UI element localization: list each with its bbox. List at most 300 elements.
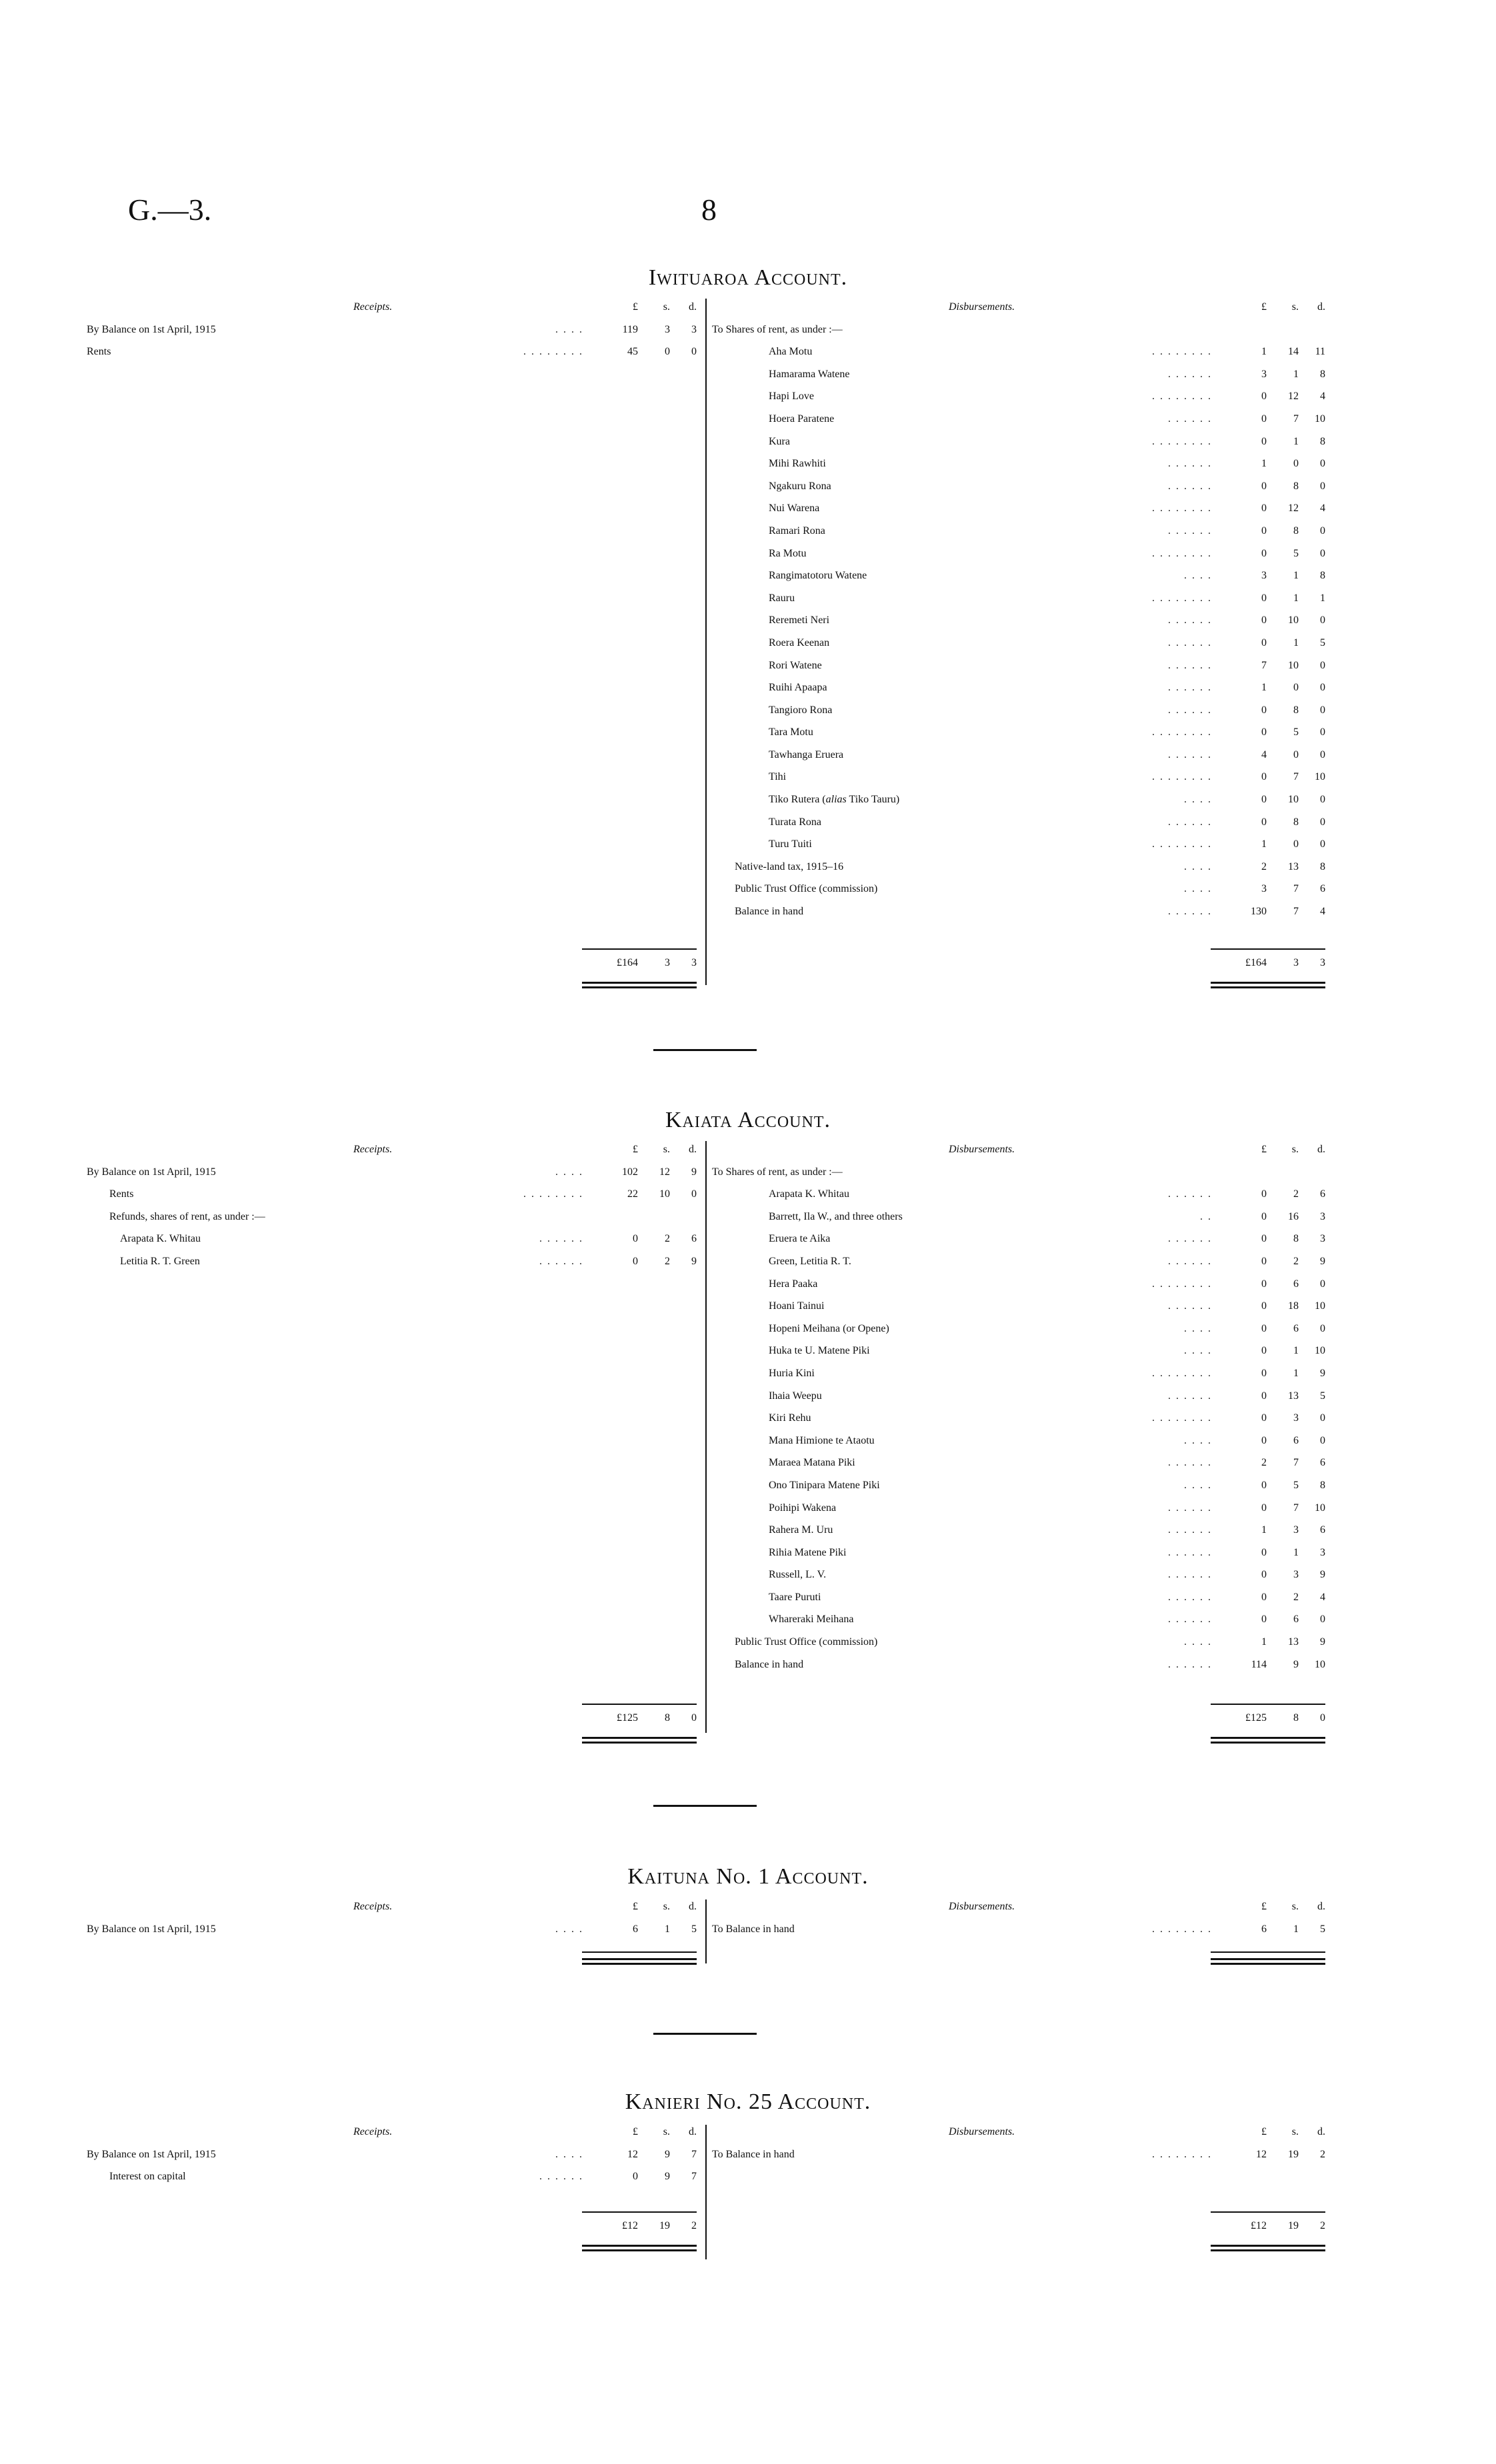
leader-dots: . . . . . .	[1168, 1300, 1212, 1312]
disbursement-amount-pounds: 0	[1261, 636, 1267, 648]
alias-word: alias	[825, 794, 847, 806]
disbursement-amount-pence: 9	[1320, 1367, 1325, 1379]
disbursement-row	[712, 346, 1325, 369]
leader-dots: . . . . . . . .	[1152, 1923, 1212, 1935]
disbursement-label: Aha Motu	[769, 346, 813, 358]
disbursement-row	[712, 1345, 1325, 1368]
disbursement-amount-shillings: 2	[1293, 1591, 1299, 1603]
disbursement-label: Rihia Matene Piki	[769, 1546, 847, 1558]
disbursement-label: Rahera M. Uru	[769, 1524, 833, 1536]
disbursement-label: Hera Paaka	[769, 1278, 818, 1290]
receipt-amount-shillings: 9	[665, 2171, 670, 2183]
receipt-amount-shillings: 9	[665, 2148, 670, 2160]
disbursement-amount-shillings: 7	[1293, 1457, 1299, 1469]
disbursement-amount-pence: 0	[1320, 748, 1325, 760]
leader-dots: . . . . . . . .	[1152, 547, 1212, 559]
disbursement-amount	[1225, 615, 1325, 626]
receipts-total-shillings: 8	[665, 1712, 670, 1724]
disbursements-total-shillings: 3	[1293, 957, 1299, 968]
disbursement-label: Balance in hand	[735, 906, 804, 918]
disbursement-amount	[1225, 369, 1325, 381]
disbursement-row	[712, 838, 1325, 861]
disbursement-amount-pounds: 0	[1261, 525, 1267, 537]
receipt-amount-pounds: 22	[627, 1188, 638, 1200]
disbursement-label: Turata Rona	[769, 816, 821, 828]
receipts-total	[582, 948, 697, 988]
disbursement-amount	[1225, 570, 1325, 582]
disbursement-label: Arapata K. Whitau	[769, 1188, 849, 1200]
receipt-label: Refunds, shares of rent, as under :—	[109, 1210, 265, 1222]
receipt-amount-pounds: 0	[633, 1233, 638, 1245]
disbursement-amount-shillings: 7	[1293, 883, 1299, 895]
leader-dots: . . . . . .	[1168, 458, 1212, 470]
disbursement-label: Public Trust Office (commission)	[735, 883, 878, 895]
disbursement-label: To Shares of rent, as under :—	[712, 323, 843, 335]
leader-dots: . . . . . .	[1168, 1188, 1212, 1200]
receipt-amount-pence: 9	[691, 1255, 697, 1267]
disbursement-label: Kiri Rehu	[769, 1412, 811, 1424]
total-double-rule	[582, 2245, 697, 2251]
disbursements-header	[712, 1144, 1325, 1166]
receipt-amount	[597, 2171, 697, 2183]
receipts-caption: Receipts.	[353, 1901, 393, 1912]
disbursement-amount-pence: 0	[1320, 480, 1325, 492]
disbursement-amount-pence: 0	[1320, 1614, 1325, 1626]
disbursement-label: Ngakuru Rona	[769, 480, 831, 492]
disbursement-amount-pounds: 1	[1261, 458, 1267, 470]
receipt-amount-pence: 7	[691, 2171, 697, 2183]
receipt-amount-pounds: 12	[627, 2148, 638, 2160]
receipt-label: Letitia R. T. Green	[120, 1255, 200, 1267]
leader-dots: . . . . . .	[1168, 615, 1212, 626]
disbursement-row	[712, 570, 1325, 593]
disbursement-amount	[1225, 861, 1325, 873]
disbursement-label: To Balance in hand	[712, 2148, 795, 2160]
leader-dots: . . . . . .	[1168, 906, 1212, 918]
disbursement-label: Balance in hand	[735, 1658, 804, 1670]
disbursement-amount	[1225, 1368, 1325, 1380]
disbursement-amount-pounds: 0	[1261, 1278, 1267, 1290]
page-number: 8	[701, 193, 717, 227]
disbursement-row	[712, 749, 1325, 772]
disbursement-amount-pounds: 0	[1261, 615, 1267, 626]
disbursement-label: Rangimatotoru Watene	[769, 570, 867, 582]
column-divider	[705, 1899, 707, 1963]
disbursement-amount	[1225, 1480, 1325, 1492]
receipt-amount-pence: 0	[691, 346, 697, 358]
disbursement-row	[712, 816, 1325, 839]
receipts-total-value	[582, 950, 697, 976]
disbursement-label: Huka te U. Matene Piki	[769, 1345, 870, 1357]
disbursement-amount-shillings: 1	[1293, 592, 1299, 604]
disbursement-amount	[1225, 1457, 1325, 1469]
disbursement-amount-pounds: 0	[1261, 1479, 1267, 1491]
currency-headings	[597, 301, 697, 313]
receipt-amount	[597, 1188, 697, 1200]
disbursement-amount-shillings: 5	[1293, 1479, 1299, 1491]
heading-shillings: s.	[1291, 301, 1299, 313]
disbursement-amount-pounds: 6	[1261, 1923, 1267, 1935]
disbursement-amount	[1225, 682, 1325, 694]
disbursement-amount-pounds: 0	[1261, 1412, 1267, 1424]
disbursement-amount-pence: 0	[1320, 1278, 1325, 1290]
disbursement-label: Hopeni Meihana (or Opene)	[769, 1322, 889, 1334]
total-double-rule	[1211, 1958, 1325, 1965]
receipt-amount	[597, 346, 697, 358]
receipts-total-pounds: £12	[622, 2220, 638, 2231]
disbursement-amount-shillings: 8	[1293, 1233, 1299, 1245]
leader-dots: . . . . . . . .	[1152, 726, 1212, 738]
leader-dots: . . . . . .	[1168, 480, 1212, 492]
disbursement-amount-shillings: 7	[1293, 1502, 1299, 1514]
disbursement-amount-pence: 0	[1320, 1412, 1325, 1424]
total-double-rule	[582, 982, 697, 988]
leader-dots: . . . . . . . .	[1152, 435, 1212, 447]
currency-headings	[597, 2126, 697, 2138]
receipt-amount-shillings: 2	[665, 1255, 670, 1267]
leader-dots: . . . .	[1184, 570, 1212, 582]
disbursement-amount-pounds: 0	[1261, 1390, 1267, 1402]
disbursement-amount-pounds: 0	[1261, 794, 1267, 806]
disbursement-amount-shillings: 16	[1288, 1210, 1299, 1222]
disbursement-amount-pounds: 0	[1261, 1434, 1267, 1446]
total-rule	[1211, 1951, 1325, 1953]
disbursement-row	[712, 1278, 1325, 1301]
disbursements-header	[712, 2126, 1325, 2149]
disbursement-row	[712, 436, 1325, 459]
disbursements-caption: Disbursements.	[949, 301, 1015, 313]
receipts-total-pounds: £164	[617, 957, 638, 968]
disbursement-row	[712, 1923, 1325, 1946]
heading-pounds: £	[633, 1901, 638, 1912]
disbursement-row	[712, 883, 1325, 906]
leader-dots: . . . . . .	[1168, 1614, 1212, 1626]
leader-dots: . . . . . . . .	[1152, 1367, 1212, 1379]
disbursements-column	[712, 1901, 1325, 1945]
leader-dots: . . . .	[555, 1166, 583, 1178]
disbursement-amount	[1225, 660, 1325, 672]
heading-pounds: £	[1261, 2126, 1267, 2137]
leader-dots: . . . . . . . .	[1152, 1412, 1212, 1424]
leader-dots: . . . . . .	[1168, 1457, 1212, 1469]
receipt-label: Rents	[87, 346, 111, 358]
disbursement-amount-pence: 5	[1320, 1390, 1325, 1402]
disbursements-caption: Disbursements.	[949, 1144, 1015, 1155]
leader-dots: . . . . . . . .	[1152, 592, 1212, 604]
disbursement-amount-pounds: 0	[1261, 1233, 1267, 1245]
disbursement-amount-shillings: 10	[1288, 794, 1299, 806]
receipt-amount-shillings: 3	[665, 323, 670, 335]
leader-dots: . . . . . . . .	[523, 346, 583, 358]
disbursement-row	[712, 324, 1325, 347]
disbursement-amount	[1225, 1233, 1325, 1245]
receipt-amount-pounds: 0	[633, 1255, 638, 1267]
disbursement-amount	[1225, 704, 1325, 716]
disbursement-amount	[1225, 1412, 1325, 1424]
disbursement-amount	[1225, 481, 1325, 493]
disbursement-amount-pence: 10	[1315, 1300, 1325, 1312]
disbursement-amount-shillings: 5	[1293, 726, 1299, 738]
disbursement-amount	[1225, 1278, 1325, 1290]
disbursement-amount-pence: 8	[1320, 368, 1325, 380]
leader-dots: . . . . . .	[539, 1255, 583, 1267]
disbursement-label: Turu Tuiti	[769, 838, 812, 850]
disbursement-amount-pence: 6	[1320, 1457, 1325, 1469]
disbursement-amount-pence: 0	[1320, 838, 1325, 850]
disbursement-row	[712, 704, 1325, 727]
disbursements-total-value	[1211, 2213, 1325, 2239]
disbursement-amount-shillings: 8	[1293, 525, 1299, 537]
disbursement-amount	[1225, 1659, 1325, 1671]
disbursement-amount-pence: 0	[1320, 659, 1325, 671]
disbursement-amount-pounds: 0	[1261, 1255, 1267, 1267]
disbursement-amount-pence: 0	[1320, 704, 1325, 716]
leader-dots: . . . .	[1184, 794, 1212, 806]
disbursement-amount	[1225, 1636, 1325, 1648]
heading-pence: d.	[1317, 301, 1325, 313]
disbursement-amount-shillings: 1	[1293, 570, 1299, 582]
disbursement-amount	[1225, 906, 1325, 918]
receipt-label: Rents	[109, 1188, 134, 1200]
disbursement-amount	[1225, 816, 1325, 828]
column-divider	[705, 299, 707, 985]
disbursement-label: Russell, L. V.	[769, 1569, 827, 1581]
disbursement-label: Eruera te Aika	[769, 1233, 831, 1245]
disbursement-amount-shillings: 7	[1293, 413, 1299, 425]
disbursements-total	[1211, 948, 1325, 988]
disbursement-amount-pounds: 0	[1261, 1322, 1267, 1334]
disbursement-label: Tangioro Rona	[769, 704, 833, 716]
receipt-amount-shillings: 10	[659, 1188, 670, 1200]
section-separator	[653, 1805, 757, 1807]
disbursement-amount-shillings: 1	[1293, 636, 1299, 648]
disbursement-amount	[1225, 593, 1325, 605]
disbursement-amount-pence: 0	[1320, 525, 1325, 537]
disbursement-amount-pence: 0	[1320, 1322, 1325, 1334]
section-separator	[653, 2033, 757, 2035]
disbursement-label: Tihi	[769, 771, 787, 783]
disbursement-amount-pounds: 0	[1261, 391, 1267, 403]
disbursements-total-value	[1211, 1705, 1325, 1732]
disbursement-label: Tara Motu	[769, 726, 813, 738]
disbursement-row	[712, 1569, 1325, 1592]
receipts-total	[582, 2211, 697, 2251]
disbursement-amount-pounds: 0	[1261, 480, 1267, 492]
leader-dots: . . . . . .	[1168, 748, 1212, 760]
receipt-row	[87, 1188, 697, 1211]
disbursement-amount-pence: 0	[1320, 682, 1325, 694]
receipt-label: By Balance on 1st April, 1915	[87, 1166, 216, 1178]
disbursement-label: Maraea Matana Piki	[769, 1457, 855, 1469]
disbursement-amount-pence: 10	[1315, 771, 1325, 783]
disbursement-amount-pence: 0	[1320, 794, 1325, 806]
currency-headings	[597, 1144, 697, 1156]
receipt-label: Interest on capital	[109, 2171, 186, 2183]
disbursement-amount-pence: 9	[1320, 1569, 1325, 1581]
disbursement-amount-shillings: 0	[1293, 838, 1299, 850]
disbursement-amount-pence: 4	[1320, 503, 1325, 515]
disbursement-amount-pounds: 1	[1261, 682, 1267, 694]
heading-pounds: £	[1261, 301, 1267, 313]
disbursement-amount-pence: 1	[1320, 592, 1325, 604]
receipts-column	[87, 2126, 697, 2193]
receipt-amount-pounds: 119	[622, 323, 638, 335]
disbursement-row	[712, 771, 1325, 794]
disbursement-amount	[1225, 525, 1325, 537]
receipt-amount-pence: 6	[691, 1233, 697, 1245]
disbursement-label: Hoera Paratene	[769, 413, 835, 425]
disbursement-amount-pounds: 3	[1261, 883, 1267, 895]
disbursement-amount-pounds: 0	[1261, 1345, 1267, 1357]
disbursement-amount	[1225, 883, 1325, 895]
disbursement-amount-pounds: 0	[1261, 1188, 1267, 1200]
disbursement-row	[712, 1323, 1325, 1346]
leader-dots: . . . . . . . .	[1152, 771, 1212, 783]
disbursement-amount	[1225, 637, 1325, 649]
receipts-total-pence: 3	[691, 957, 697, 968]
disbursement-label: Taare Puruti	[769, 1591, 821, 1603]
disbursement-label: Roera Keenan	[769, 636, 830, 648]
disbursement-row	[712, 1211, 1325, 1234]
disbursement-row	[712, 525, 1325, 548]
disbursement-row	[712, 369, 1325, 391]
heading-pence: d.	[689, 1901, 697, 1912]
receipts-header	[87, 2126, 697, 2149]
disbursement-amount-shillings: 14	[1288, 346, 1299, 358]
disbursement-amount-shillings: 13	[1288, 1636, 1299, 1648]
receipts-caption: Receipts.	[353, 2126, 393, 2137]
receipt-label: Arapata K. Whitau	[120, 1233, 201, 1245]
disbursement-amount-pence: 3	[1320, 1233, 1325, 1245]
disbursement-label: To Balance in hand	[712, 1923, 795, 1935]
disbursements-column	[712, 301, 1325, 928]
disbursement-amount-pounds: 0	[1261, 503, 1267, 515]
disbursement-label: To Shares of rent, as under :—	[712, 1166, 843, 1178]
heading-pence: d.	[1317, 2126, 1325, 2137]
disbursement-amount-pence: 0	[1320, 726, 1325, 738]
disbursements-total-shillings: 19	[1288, 2220, 1299, 2231]
heading-pounds: £	[633, 301, 638, 313]
disbursement-row	[712, 726, 1325, 749]
disbursement-amount-shillings: 2	[1293, 1188, 1299, 1200]
disbursement-amount	[1225, 1547, 1325, 1559]
disbursement-amount-shillings: 0	[1293, 682, 1299, 694]
disbursement-amount	[1225, 771, 1325, 783]
receipts-total-pence: 2	[691, 2220, 697, 2231]
disbursement-amount-pence: 0	[1320, 547, 1325, 559]
disbursement-label: Tiko Rutera (alias Tiko Tauru)	[769, 794, 900, 806]
heading-shillings: s.	[663, 1144, 670, 1155]
leader-dots: . . . . . .	[1168, 816, 1212, 828]
disbursement-amount	[1225, 1614, 1325, 1626]
leader-dots: . . . . . .	[1168, 1569, 1212, 1581]
receipts-total-value	[582, 1705, 697, 1732]
disbursement-row	[712, 391, 1325, 413]
disbursement-amount-shillings: 0	[1293, 748, 1299, 760]
disbursement-label: Green, Letitia R. T.	[769, 1255, 851, 1267]
disbursement-amount-pence: 10	[1315, 1658, 1325, 1670]
disbursement-amount	[1225, 413, 1325, 425]
disbursement-label: Whareraki Meihana	[769, 1614, 854, 1626]
receipts-column	[87, 301, 697, 369]
receipt-row	[87, 2149, 697, 2171]
disbursement-amount	[1225, 436, 1325, 448]
disbursement-label: Hamarama Watene	[769, 368, 850, 380]
disbursement-amount-shillings: 10	[1288, 659, 1299, 671]
leader-dots: . . . .	[1184, 1636, 1212, 1648]
disbursement-amount-shillings: 3	[1293, 1412, 1299, 1424]
disbursement-amount	[1225, 548, 1325, 560]
disbursement-amount-shillings: 8	[1293, 480, 1299, 492]
disbursement-label: Barrett, Ila W., and three others	[769, 1210, 903, 1222]
receipt-row	[87, 1923, 697, 1946]
disbursement-amount-pounds: 0	[1261, 726, 1267, 738]
disbursement-amount-pence: 3	[1320, 1546, 1325, 1558]
heading-shillings: s.	[663, 2126, 670, 2137]
receipts-total-pence: 0	[691, 1712, 697, 1724]
disbursement-amount	[1225, 1211, 1325, 1223]
heading-shillings: s.	[663, 1901, 670, 1912]
leader-dots: . . . . . . . .	[1152, 503, 1212, 515]
receipts-header	[87, 301, 697, 324]
disbursement-amount-pounds: 0	[1261, 771, 1267, 783]
disbursement-amount-pounds: 1	[1261, 1524, 1267, 1536]
leader-dots: . . . .	[1184, 860, 1212, 872]
currency-headings	[1225, 301, 1325, 313]
disbursement-label: Mihi Rawhiti	[769, 458, 826, 470]
disbursement-amount-shillings: 19	[1288, 2148, 1299, 2160]
disbursement-label: Ra Motu	[769, 547, 807, 559]
disbursement-amount-pounds: 3	[1261, 570, 1267, 582]
disbursement-amount	[1225, 1300, 1325, 1312]
leader-dots: . . . . . .	[539, 2171, 583, 2183]
leader-dots: . . . . . . . .	[1152, 391, 1212, 403]
disbursement-amount	[1225, 838, 1325, 850]
disbursement-row	[712, 794, 1325, 816]
disbursements-total-pence: 2	[1320, 2220, 1325, 2231]
disbursement-label: Ihaia Weepu	[769, 1390, 822, 1402]
disbursement-row	[712, 503, 1325, 525]
disbursement-row	[712, 1233, 1325, 1256]
heading-pence: d.	[1317, 1144, 1325, 1155]
disbursement-amount-pence: 4	[1320, 1591, 1325, 1603]
disbursements-total-pounds: £164	[1245, 957, 1267, 968]
disbursement-amount-shillings: 18	[1288, 1300, 1299, 1312]
disbursements-total-rule	[1211, 1951, 1325, 1965]
disbursement-amount-shillings: 1	[1293, 368, 1299, 380]
leader-dots: . . . . . . . .	[1152, 2148, 1212, 2160]
disbursement-amount	[1225, 2149, 1325, 2161]
leader-dots: . . . .	[1184, 883, 1212, 895]
disbursement-row	[712, 1457, 1325, 1480]
disbursement-amount-pounds: 7	[1261, 659, 1267, 671]
disbursement-amount-pence: 8	[1320, 570, 1325, 582]
disbursement-amount-pounds: 0	[1261, 592, 1267, 604]
disbursement-row	[712, 2149, 1325, 2171]
disbursement-row	[712, 413, 1325, 436]
disbursement-amount-shillings: 9	[1293, 1658, 1299, 1670]
column-divider	[705, 2125, 707, 2259]
receipts-caption: Receipts.	[353, 301, 393, 313]
disbursement-row	[712, 1480, 1325, 1502]
leader-dots: . . . . . .	[1168, 1546, 1212, 1558]
disbursement-amount-pence: 0	[1320, 615, 1325, 626]
disbursements-total-pence: 0	[1320, 1712, 1325, 1724]
disbursement-amount-pounds: 0	[1261, 1614, 1267, 1626]
leader-dots: . . . . . .	[1168, 659, 1212, 671]
disbursement-amount-pounds: 0	[1261, 1546, 1267, 1558]
disbursement-amount-pounds: 0	[1261, 435, 1267, 447]
